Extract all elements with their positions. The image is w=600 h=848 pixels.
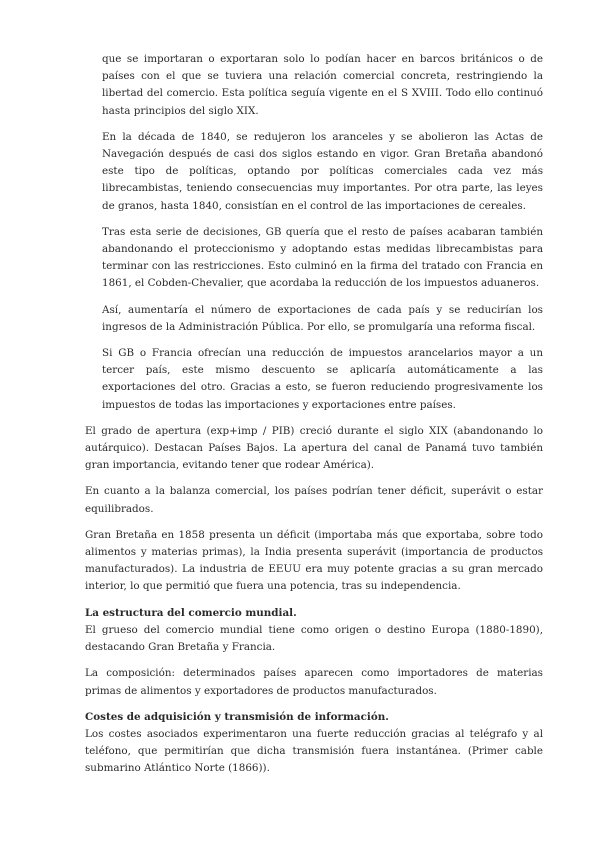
section-heading-information-costs: Costes de adquisición y transmisión de información. [85,710,389,723]
paragraph-navigation-acts: que se importaran o exportaran solo lo podían hacer en barcos británicos o de países con el que se tuviera una relación comercial concreta, restringiendo la libertad del comercio. Esta política seguía vigente en el S XVIII. Todo ello continuó hasta principios del siglo XIX. [102,53,543,117]
paragraph-most-favoured-nation: Si GB o Francia ofrecían una reducción de impuestos arancelarios mayor a un tercer país, este mismo descuento se aplicaría automáticamente a las exportaciones del otro. Gracias a esto, se fueron reduciendo progresivamente los impuestos de todas las importaciones y exportaciones entre países. [102,347,543,411]
indented-block [85,51,543,414]
section-heading-world-trade: La estructura del comercio mundial. [85,606,297,619]
section-world-trade-structure [85,605,543,700]
paragraph-great-britain-1858: Gran Bretaña en 1858 presenta un déficit (importaba más que exportaba, sobre todo alimentos y materias primas), la India presenta superávit (importancia de productos manufacturados). La industria de EEUU era muy potente gracias a su gran mercado interior, lo que permitió que fuera una potencia, tras su independencia. [85,528,543,593]
paragraph-cobden-chevalier: Tras esta serie de decisiones, GB quería que el resto de países acabaran también abandonando el proteccionismo y adoptando estas medidas librecambistas para terminar con las restricciones. Esto culminó en la firma del tratado con Francia en 1861, el Cobden-Chevalier, que acordaba la reducción de los impuestos aduaneros. [102,225,543,290]
paragraph-world-trade-body: El grueso del comercio mundial tiene como origen o destino Europa (1880-1890), destacando Gran Bretaña y Francia. [85,623,543,654]
paragraph-composition: La composición: determinados países aparecen como importadores de materias primas de alimentos y exportadores de productos manufacturados. [85,667,543,697]
paragraph-information-costs-body: Los costes asociados experimentaron una fuerte reducción gracias al telégrafo y al teléfono, que permitirían que dicha transmisión fuera instantánea. (Primer cable submarino Atlántico Norte (1866)). [85,727,543,775]
paragraph-1840-tariffs: En la década de 1840, se redujeron los aranceles y se abolieron las Actas de Navegación después de casi dos siglos estando en vigor. Gran Bretaña abandonó este tipo de políticas, optando por políticas comerciales cada vez más librecambistas, teniendo consecuencias muy importantes. Por otra parte, las leyes de granos, hasta 1840, consistían en el control de las importaciones de cereales. [102,130,543,212]
section-information-costs [85,709,543,778]
paragraph-fiscal-reform: Así, aumentaría el número de exportaciones de cada país y se reducirían los ingresos de la Administración Pública. Por ello, se promulgaría una reforma fiscal. [102,303,543,333]
paragraph-degree-of-openness: El grado de apertura (exp+imp / PIB) creció durante el siglo XIX (abandonando lo autárquico). Destacan Países Bajos. La apertura del canal de Panamá tuvo también gran importancia, evitando tener que rodear América). [85,424,543,472]
paragraph-trade-balance: En cuanto a la balanza comercial, los países podrían tener déficit, superávit o estar equilibrados. [85,485,543,515]
